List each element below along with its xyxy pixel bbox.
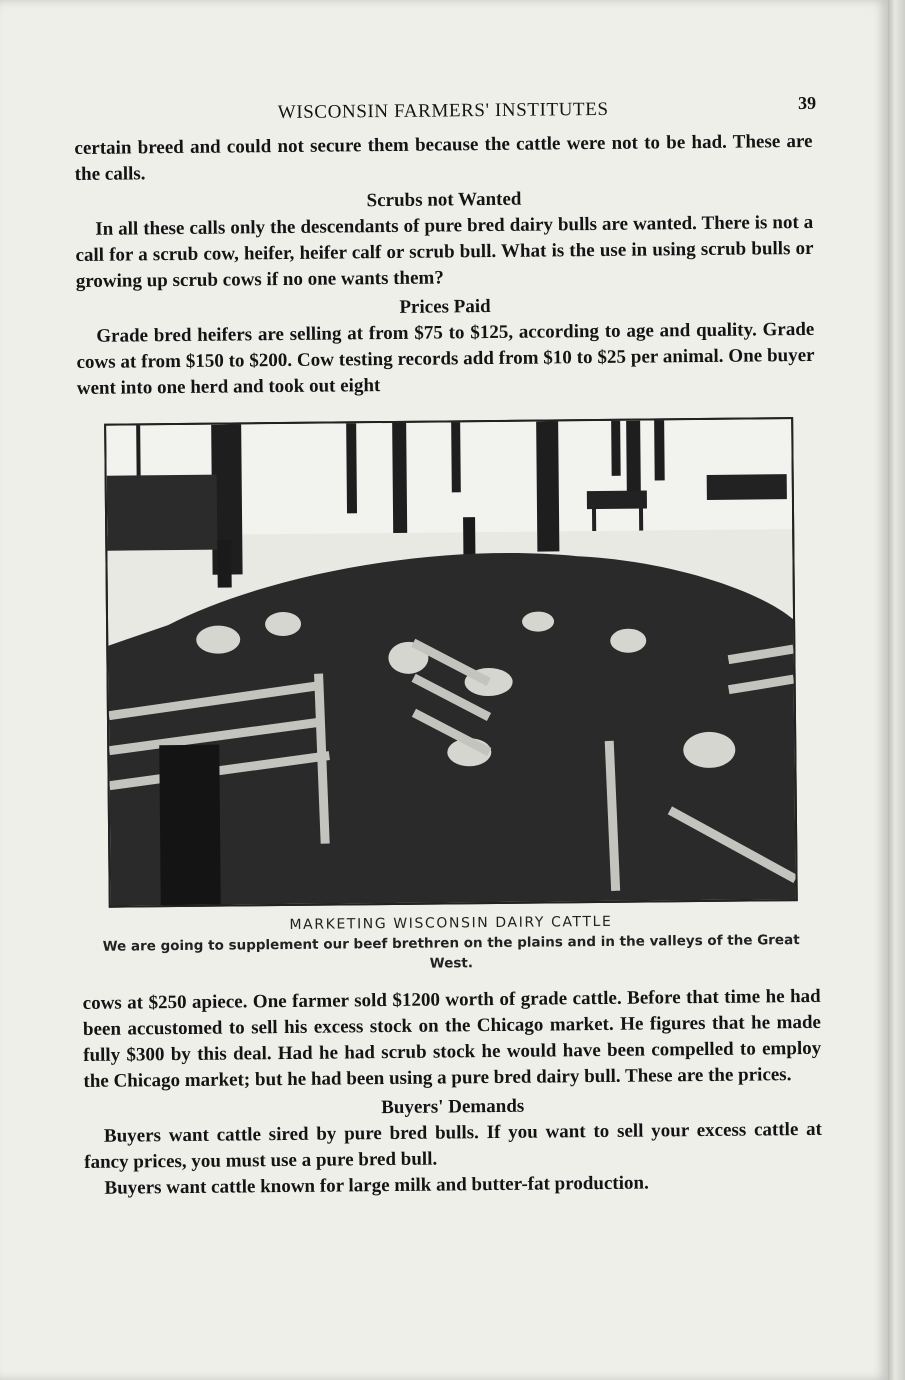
heading-prices-paid: Prices Paid (399, 296, 491, 318)
photo-illustration (106, 419, 796, 906)
buyers-paragraph-2: Buyers want cattle known for large milk and butter-fat production. (104, 1172, 649, 1199)
page-content (74, 89, 823, 1202)
page-number: 39 (798, 92, 817, 114)
heading-buyers-demands: Buyers' Demands (381, 1095, 525, 1119)
cattle-photograph (104, 417, 798, 908)
page-edge (888, 0, 905, 1380)
figure-caption-text: We are going to supplement our beef brethren on the plains and in the valleys of the Great West. (102, 932, 800, 972)
page-header (74, 89, 817, 136)
running-head: WISCONSIN FARMERS' INSTITUTES (277, 98, 609, 124)
buyers-paragraph-1: Buyers want cattle sired by pure bred bulls. If you want to sell your excess cattle at fancy prices, you must use a pure bred bull. (84, 1118, 823, 1173)
figure-title: MARKETING WISCONSIN DAIRY CATTLE (289, 913, 613, 933)
figure-caption (82, 910, 821, 977)
barn (107, 475, 218, 551)
continued-paragraph: cows at $250 apiece. One farmer sold $1200 worth of grade cattle. Before that time he had been accustomed to sell his excess stock on the Chicago market. He figures that he made fully $300 by this deal. Had he had scrub stock he would have been compelled to employ the Chicago market; but he had been using a pure bred dairy bull. These are the prices. (82, 985, 822, 1092)
scrubs-paragraph: In all these calls only the descendants of pure bred dairy bulls are wanted. There is not a call for a scrub cow, heifer, heifer calf or scrub bull. What is the use in using scrub bulls or growing up scrub cows if no one wants them? (75, 211, 814, 292)
man-in-coat (159, 745, 221, 906)
intro-paragraph: certain breed and could not secure them because the cattle were not to be had. These are the calls. (74, 130, 813, 185)
prices-paragraph: Grade bred heifers are selling at from $75 to $125, according to age and quality. Grade cows at from $150 to $200. Cow testing records add from $10 to $25 per animal. One buyer went into one herd and took out eight (76, 318, 815, 399)
heading-scrubs-not-wanted: Scrubs not Wanted (366, 188, 522, 212)
